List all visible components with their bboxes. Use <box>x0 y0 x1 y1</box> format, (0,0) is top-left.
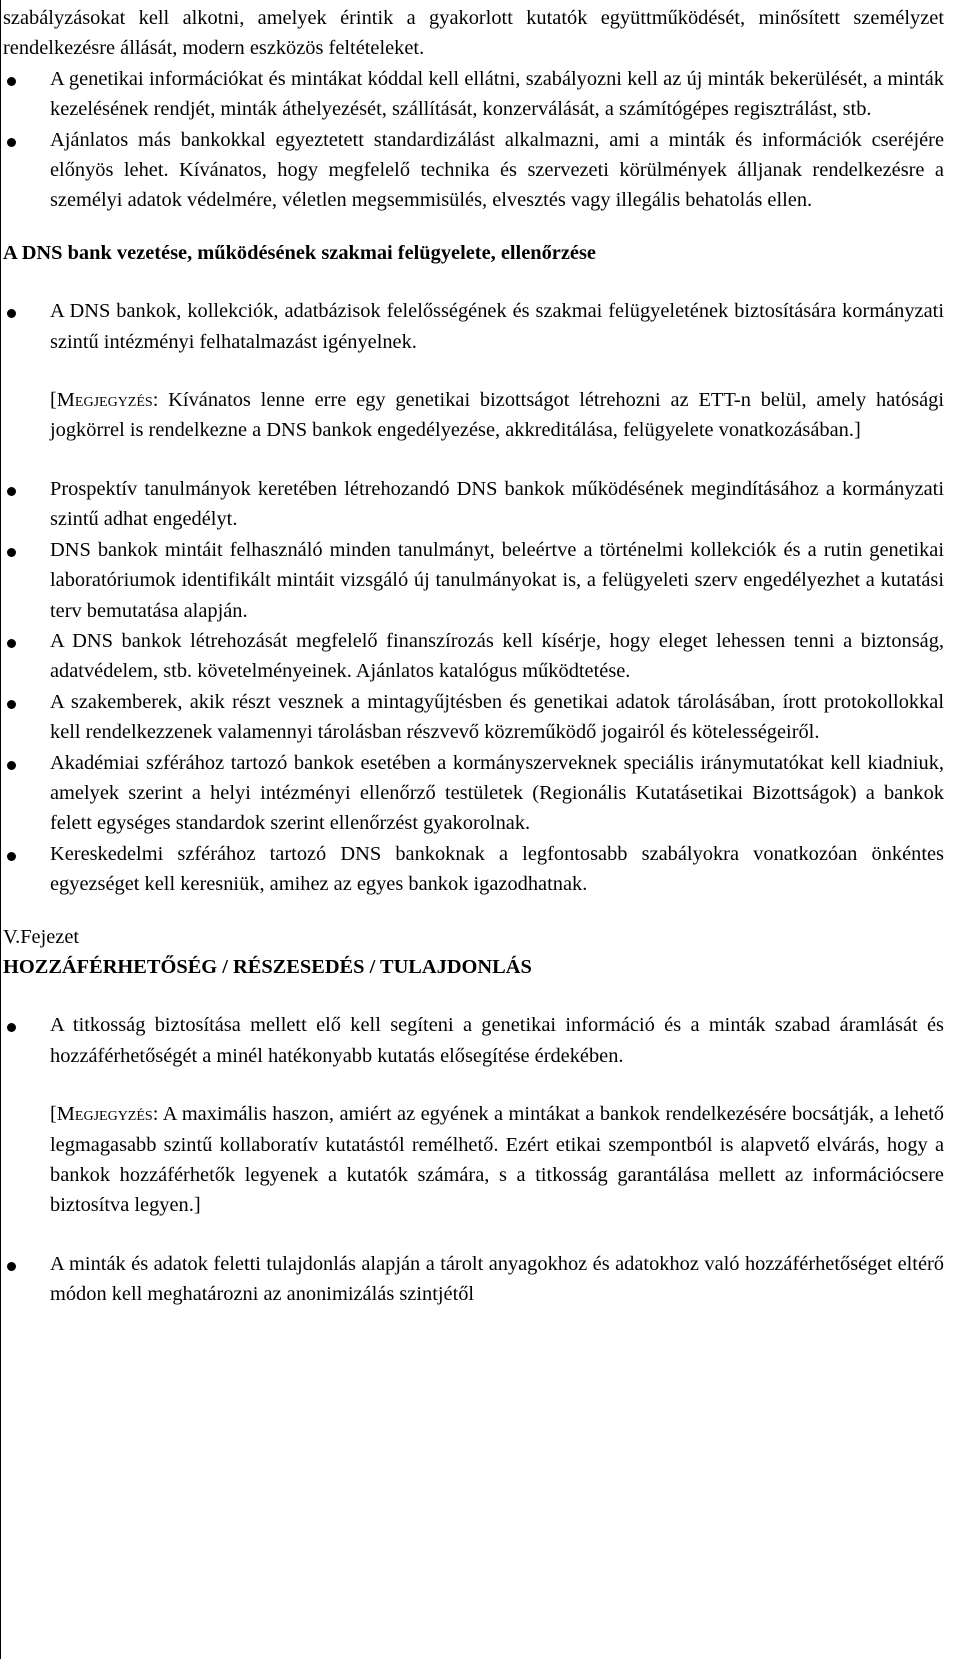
bullet-list-3 <box>3 474 944 900</box>
list-item-text: Akadémiai szférához tartozó bankok esetében a kormányszerveknek speciális iránymutatókat kell kiadniuk, amelyek szerint a helyi intézményi ellenőrző testületek (Regionális Kutatásetikai Bizottságok) a bankok felett egységes standardok szerint ellenőrzést gyakorolnak. <box>50 751 944 835</box>
list-item <box>3 748 944 839</box>
list-item <box>3 64 944 125</box>
note-label: Megjegyzés: <box>56 1103 159 1126</box>
list-item <box>3 687 944 748</box>
bullet-icon <box>7 487 16 496</box>
list-item <box>3 839 944 900</box>
bullet-icon <box>7 138 16 147</box>
note-paragraph <box>3 1099 944 1221</box>
intro-paragraph: szabályzásokat kell alkotni, amelyek érintik a gyakorlott kutatók együttműködését, minősített személyzet rendelkezésre állását, modern eszközös feltételeket. <box>3 7 944 60</box>
list-item <box>3 474 944 535</box>
list-item-text: Prospektív tanulmányok keretében létrehozandó DNS bankok működésének megindításához a kormányzati szintű adhat engedélyt. <box>50 477 944 531</box>
list-item-text: Ajánlatos más bankokkal egyeztetett standardizálást alkalmazni, ami a minták és információk cseréjére előnyös lehet. Kívánatos, hogy megfelelő technika és szervezeti körülmények álljanak rendelkezésre a személyi adatok védelmére, véletlen megsemmisülés, elvesztés vagy illegális behatolás ellen. <box>50 128 944 212</box>
bullet-list-1 <box>3 64 944 216</box>
chapter-label: V.Fejezet <box>3 925 80 948</box>
list-item <box>3 626 944 687</box>
bullet-icon <box>7 852 16 861</box>
note-text: Kívánatos lenne erre egy genetikai bizottságot létrehozni az ETT-n belül, amely hatósági jogkörrel is rendelkezne a DNS bankok engedélyezése, akkreditálása, felügyelete vonatkozásában.] <box>50 389 944 442</box>
list-item <box>3 1249 944 1310</box>
list-item-text: A minták és adatok feletti tulajdonlás alapján a tárolt anyagokhoz és adatokhoz való hozzáférhetőséget eltérő módon kell meghatározni az anonimizálás szintjétől <box>50 1252 944 1306</box>
list-item-text: A szakemberek, akik részt vesznek a mintagyűjtésben és genetikai adatok tárolásában, írott protokollokkal kell rendelkezzenek valamennyi tárolásban részvevő közreműködő jogairól és kötelességeiről. <box>50 690 944 744</box>
list-item-text: A titkosság biztosítása mellett elő kell segíteni a genetikai információ és a minták szabad áramlását és hozzáférhetőségét a minél hatékonyabb kutatás elősegítése érdekében. <box>50 1014 944 1067</box>
bullet-icon <box>7 639 16 648</box>
note-paragraph <box>3 385 944 446</box>
note-text: A maximális haszon, amiért az egyének a mintákat a bankok rendelkezésére bocsátják, a lehető legmagasabb szintű kollaboratív kutatástól remélhető. Ezért etikai szempontból is alapvető elvárás, hogy a bankok hozzáférhetők legyenek a kutatók számára, s a titkosság garantálása mellett az információcsere biztosítva legyen.] <box>50 1103 944 1217</box>
list-item <box>3 535 944 626</box>
note-bracket: [ <box>50 389 57 412</box>
list-item <box>3 1010 944 1071</box>
list-item-text: A DNS bankok, kollekciók, adatbázisok felelősségének és szakmai felügyeletének biztosítására kormányzati szintű intézményi felhatalmazást igényelnek. <box>50 300 944 353</box>
note-bracket: [ <box>50 1103 57 1126</box>
list-item-text: A genetikai információkat és mintákat kóddal kell ellátni, szabályozni kell az új minták bekerülését, a minták kezelésének rendjét, minták áthelyezését, szállítását, konzerválását, a számítógépes regisztrálást, stb. <box>50 67 944 121</box>
note-label: Megjegyzés: <box>56 389 159 412</box>
section-heading: A DNS bank vezetése, működésének szakmai felügyelete, ellenőrzése <box>3 241 596 264</box>
list-item-text: A DNS bankok létrehozását megfelelő finanszírozás kell kísérje, hogy eleget lehessen tenni a biztonság, adatvédelem, stb. követelményeinek. Ajánlatos katalógus működtetése. <box>50 629 944 683</box>
bullet-list-5 <box>3 1249 944 1310</box>
list-item <box>3 296 944 357</box>
bullet-icon <box>7 1023 16 1032</box>
bullet-icon <box>7 77 16 86</box>
bullet-icon <box>7 761 16 770</box>
bullet-icon <box>7 700 16 709</box>
bullet-icon <box>7 1262 16 1271</box>
list-item <box>3 125 944 216</box>
chapter-title: HOZZÁFÉRHETŐSÉG / RÉSZESEDÉS / TULAJDONLÁS <box>3 955 532 978</box>
bullet-list-2 <box>3 296 944 357</box>
bullet-icon <box>7 309 16 318</box>
list-item-text: DNS bankok mintáit felhasználó minden tanulmányt, beleértve a történelmi kollekciók és a rutin genetikai laboratóriumok identifikált mintáit vizsgáló új tanulmányokat is, a felügyeleti szerv engedélyezhet a kutatási terv bemutatása alapján. <box>50 538 944 622</box>
bullet-icon <box>7 548 16 557</box>
bullet-list-4 <box>3 1010 944 1071</box>
list-item-text: Kereskedelmi szférához tartozó DNS bankoknak a legfontosabb szabályokra vonatkozóan önkéntes egyezséget kell keresniük, amihez az egyes bankok igazodhatnak. <box>50 842 944 896</box>
